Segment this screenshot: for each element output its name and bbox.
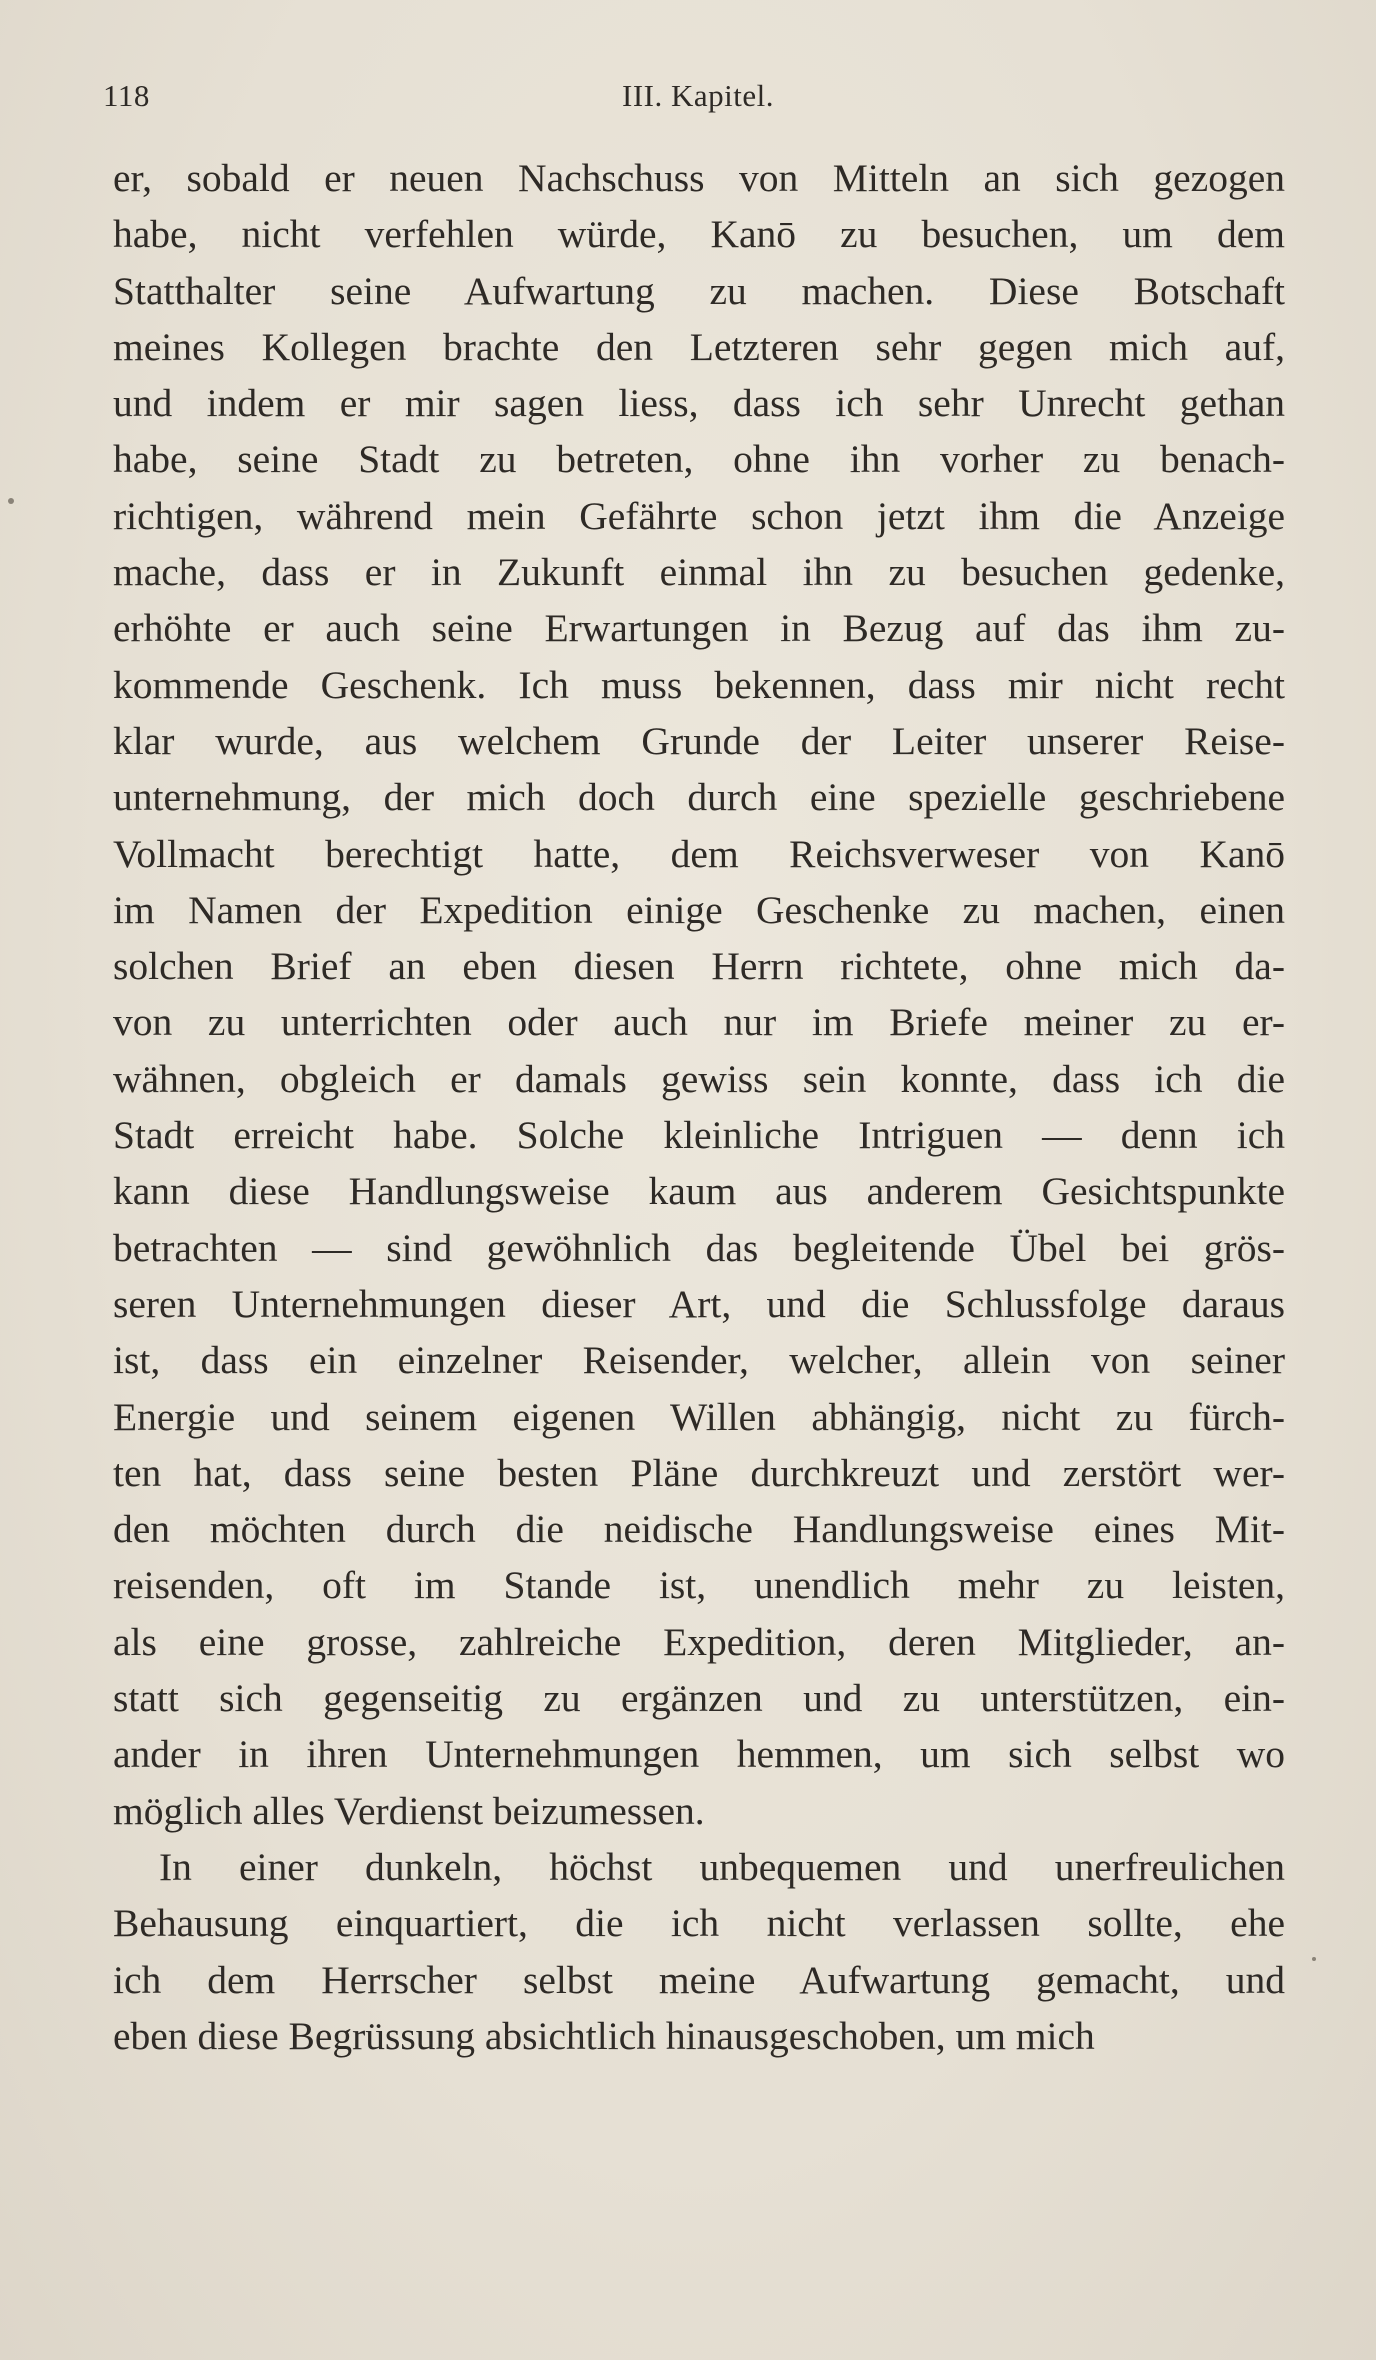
text-line: Behausung einquartiert, die ich nicht verlassen sollte, ehe [113,1901,1285,1946]
text-line: und indem er mir sagen liess, dass ich sehr Unrecht gethan [113,381,1285,426]
text-line: habe, seine Stadt zu betreten, ohne ihn vorher zu benach- [113,437,1285,482]
text-line: mache, dass er in Zukunft einmal ihn zu besuchen gedenke, [113,550,1285,595]
text-line: im Namen der Expedition einige Geschenke zu machen, einen [113,887,1285,932]
text-line: ander in ihren Unternehmungen hemmen, um sich selbst wo [113,1732,1285,1777]
text-line: klar wurde, aus welchem Grunde der Leiter unserer Reise- [113,718,1285,763]
print-speck [8,498,14,504]
text-line: reisenden, oft im Stande ist, unendlich mehr zu leisten, [113,1563,1285,1608]
text-line: ten hat, dass seine besten Pläne durchkreuzt und zerstört wer- [113,1450,1285,1495]
body-text [113,150,1285,2064]
text-line: Energie und seinem eigenen Willen abhängig, nicht zu fürch- [113,1394,1285,1439]
text-line: habe, nicht verfehlen würde, Kanō zu besuchen, um dem [113,212,1285,257]
text-line: seren Unternehmungen dieser Art, und die Schlussfolge daraus [113,1281,1285,1326]
text-line: solchen Brief an eben diesen Herrn richtete, ohne mich da- [113,944,1285,989]
text-line: erhöhte er auch seine Erwartungen in Bezug auf das ihm zu- [113,606,1285,651]
text-line: kann diese Handlungsweise kaum aus anderem Gesichtspunkte [113,1169,1285,1214]
text-line: statt sich gegenseitig zu ergänzen und zu unterstützen, ein- [113,1676,1285,1721]
text-line: als eine grosse, zahlreiche Expedition, deren Mitglieder, an- [113,1619,1285,1664]
text-line: In einer dunkeln, höchst unbequemen und unerfreulichen [159,1844,1285,1889]
text-line: kommende Geschenk. Ich muss bekennen, dass mir nicht recht [113,662,1285,707]
text-line: eben diese Begrüssung absichtlich hinausgeschoben, um mich [113,2013,1095,2058]
text-line: meines Kollegen brachte den Letzteren sehr gegen mich auf, [113,324,1285,369]
paragraph [113,150,1285,1839]
text-line: Stadt erreicht habe. Solche kleinliche Intriguen — denn ich [113,1113,1285,1158]
text-line: richtigen, während mein Gefährte schon jetzt ihm die Anzeige [113,493,1285,538]
text-line: ich dem Herrscher selbst meine Aufwartung gemacht, und [113,1957,1285,2002]
text-line: wähnen, obgleich er damals gewiss sein konnte, dass ich die [113,1056,1285,1101]
text-line: von zu unterrichten oder auch nur im Briefe meiner zu er- [113,1000,1285,1045]
text-line: Vollmacht berechtigt hatte, dem Reichsverweser von Kanō [113,831,1285,876]
text-line: unternehmung, der mich doch durch eine spezielle geschriebene [113,775,1285,820]
paragraph [113,1839,1285,2064]
page-header [103,78,1293,122]
page-number: 118 [103,78,150,113]
running-head: III. Kapitel. [622,78,774,113]
text-line: möglich alles Verdienst beizumessen. [113,1788,705,1833]
text-line: betrachten — sind gewöhnlich das begleitende Übel bei grös- [113,1225,1285,1270]
print-speck [1312,1957,1316,1961]
text-line: den möchten durch die neidische Handlungsweise eines Mit- [113,1507,1285,1552]
text-line: ist, dass ein einzelner Reisender, welcher, allein von seiner [113,1338,1285,1383]
text-line: er, sobald er neuen Nachschuss von Mitteln an sich gezogen [113,156,1285,200]
text-line: Statthalter seine Aufwartung zu machen. Diese Botschaft [113,268,1285,313]
